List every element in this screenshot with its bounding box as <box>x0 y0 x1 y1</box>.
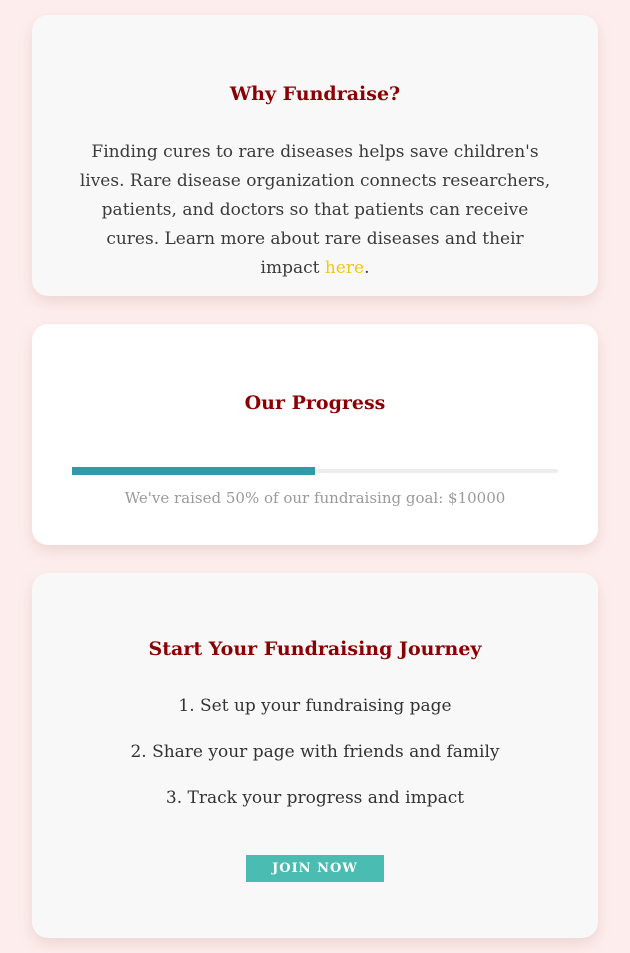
journey-step-2: 2. Share your page with friends and family <box>130 742 500 762</box>
progress-card <box>32 324 598 545</box>
progress-bar-fill <box>72 467 315 475</box>
why-fundraise-title: Why Fundraise? <box>229 83 401 105</box>
join-button-row <box>77 809 553 882</box>
journey-card <box>32 573 598 938</box>
progress-title: Our Progress <box>244 392 386 414</box>
why-text-before-link: Finding cures to rare diseases helps save children's lives. Rare disease organization connects researchers, patients, and doctors so that patients can receive cures. Learn more about rare diseases and their impact <box>79 142 551 278</box>
progress-caption: We've raised 50% of our fundraising goal: $10000 <box>124 489 506 507</box>
progress-bar-track <box>72 469 558 473</box>
why-fundraise-card <box>32 15 598 296</box>
journey-title: Start Your Fundraising Journey <box>148 638 482 660</box>
fundraising-page <box>32 15 598 938</box>
join-now-button[interactable]: JOIN NOW <box>246 855 384 882</box>
why-fundraise-text <box>77 138 553 283</box>
why-text-after-link: . <box>364 258 370 278</box>
journey-step-1: 1. Set up your fundraising page <box>178 696 452 716</box>
journey-step-3: 3. Track your progress and impact <box>165 788 465 808</box>
learn-more-here-link[interactable]: here <box>324 258 365 278</box>
